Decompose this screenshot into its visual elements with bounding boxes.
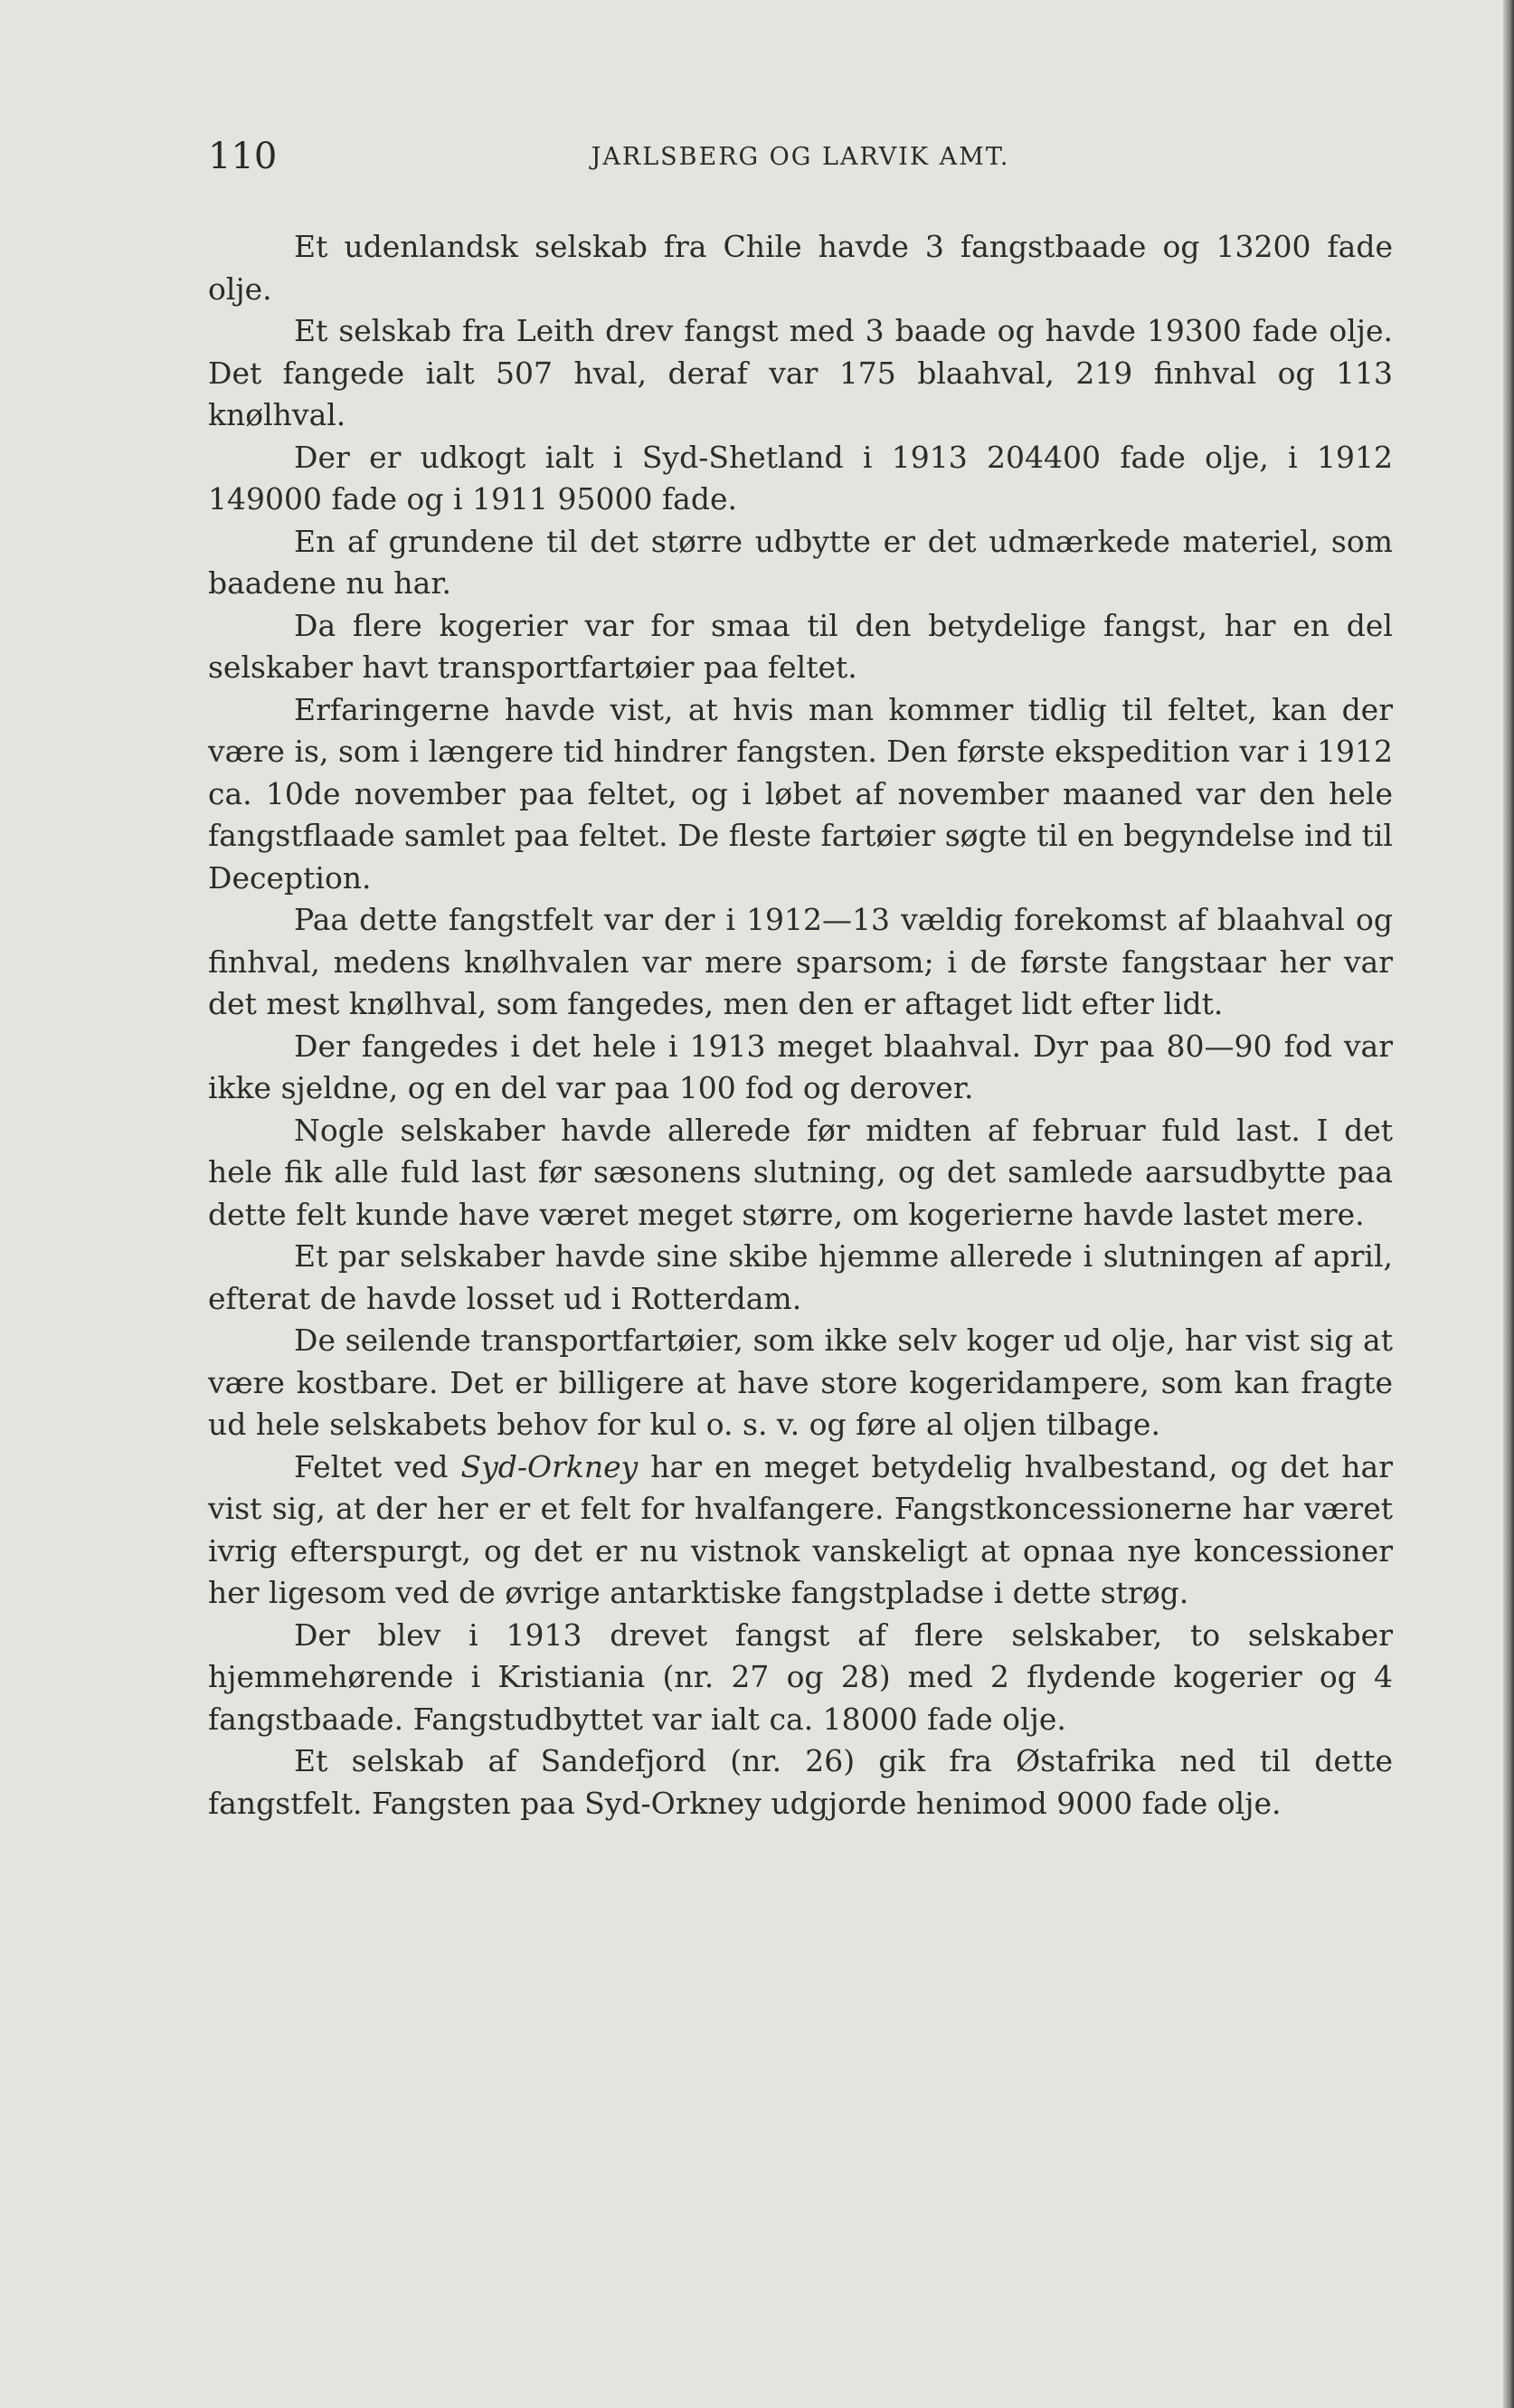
paragraph-10: Et par selskaber havde sine skibe hjemme allerede i slutningen af april, efterat de havde losset ud i Rotterdam. bbox=[208, 1238, 1393, 1316]
paragraph-9: Nogle selskaber havde allerede før midten af februar fuld last. I det hele fik alle fuld last før sæsonens slutning, og det samlede aarsudbytte paa dette felt kunde have været meget større, om kogerierne havde lastet mere. bbox=[208, 1112, 1393, 1232]
paragraph-14: Et selskab af Sandefjord (nr. 26) gik fra Østafrika ned til dette fangstfelt. Fangsten paa Syd-Orkney udgjorde henimod 9000 fade olje. bbox=[208, 1743, 1393, 1821]
paragraph-12-rest: har en meget betydelig hvalbestand, og det har vist sig, at der her er et felt for hvalfangere. Fangstkoncessionerne har været ivrig efterspurgt, og det er nu vistnok vanskeligt at opnaa nye koncessioner her ligesom ved de øvrige antarktiske fangstpladse i dette strøg. bbox=[208, 1448, 1393, 1610]
paragraph-7: Paa dette fangstfelt var der i 1912—13 vældig forekomst af blaahval og finhval, medens knølhvalen var mere sparsom; i de første fangstaar her var det mest knølhval, som fangedes, men den er aftaget lidt efter lidt. bbox=[208, 902, 1393, 1021]
place-name-italic: Syd-Orkney bbox=[460, 1448, 639, 1484]
running-head: JARLSBERG OG LARVIK AMT. bbox=[591, 143, 1010, 171]
paragraph-12 bbox=[208, 1446, 1393, 1615]
body-text bbox=[208, 226, 1393, 1825]
paragraph-12-start: Feltet ved bbox=[294, 1448, 461, 1484]
paragraph-5: Da flere kogerier var for smaa til den betydelige fangst, har en del selskaber havt transportfartøier paa feltet. bbox=[208, 607, 1393, 685]
page-header bbox=[208, 136, 1393, 190]
paragraph-6: Erfaringerne havde vist, at hvis man kommer tidlig til feltet, kan der være is, som i længere tid hindrer fangsten. Den første ekspedition var i 1912 ca. 10de november paa feltet, og i løbet af november maaned var den hele fangstflaade samlet paa feltet. De fleste fartøier søgte til en begyndelse ind til Deception. bbox=[208, 691, 1393, 896]
paragraph-4: En af grundene til det større udbytte er det udmærkede materiel, som baadene nu har. bbox=[208, 523, 1393, 601]
page-edge-shadow bbox=[1503, 0, 1514, 2408]
paragraph-3: Der er udkogt ialt i Syd-Shetland i 1913 204400 fade olje, i 1912 149000 fade og i 1911 95000 fade. bbox=[208, 439, 1393, 517]
page-number: 110 bbox=[208, 136, 278, 177]
paragraph-8: Der fangedes i det hele i 1913 meget blaahval. Dyr paa 80—90 fod var ikke sjeldne, og en del var paa 100 fod og derover. bbox=[208, 1028, 1393, 1105]
paragraph-13: Der blev i 1913 drevet fangst af flere selskaber, to selskaber hjemmehørende i Kristiania (nr. 27 og 28) med 2 flydende kogerier og 4 fangstbaade. Fangstudbyttet var ialt ca. 18000 fade olje. bbox=[208, 1616, 1393, 1737]
paragraph-11: De seilende transportfartøier, som ikke selv koger ud olje, har vist sig at være kostbare. Det er billigere at have store kogeridampere, som kan fragte ud hele selskabets behov for kul o. s. v. og føre al oljen tilbage. bbox=[208, 1323, 1393, 1442]
paragraph-2: Et selskab fra Leith drev fangst med 3 baade og havde 19300 fade olje. Det fangede ialt 507 hval, deraf var 175 blaahval, 219 finhval og 113 knølhval. bbox=[208, 313, 1393, 432]
paragraph-1: Et udenlandsk selskab fra Chile havde 3 fangstbaade og 13200 fade olje. bbox=[208, 229, 1393, 307]
